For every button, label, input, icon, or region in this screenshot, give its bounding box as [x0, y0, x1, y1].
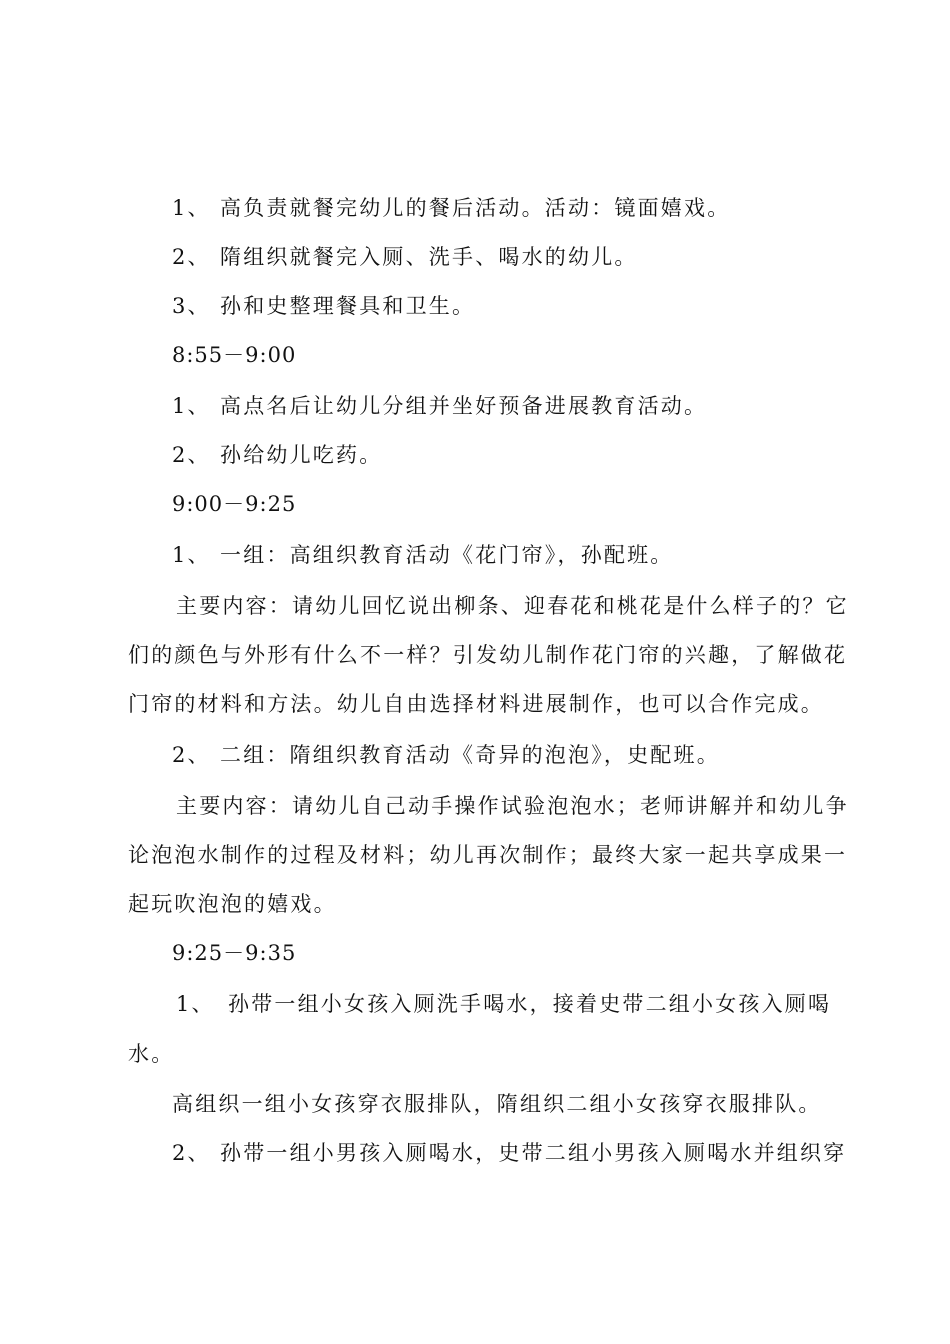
paragraph-9: 高组织一组小女孩穿衣服排队，隋组织二组小女孩穿衣服排队。 — [172, 1092, 822, 1116]
paragraph-6 — [172, 540, 674, 570]
paragraph-text: 孙带一组小女孩入厕洗手喝水，接着史带二组小女孩入厕喝 — [228, 992, 832, 1016]
time-heading-2: 9:00－9:25 — [172, 492, 297, 516]
content-2-line-1: 主要内容：请幼儿自己动手操作试验泡泡水；老师讲解并和幼儿争 — [176, 794, 849, 818]
paragraph-text: 孙给幼儿吃药。 — [220, 443, 383, 467]
content-2-line-3: 起玩吹泡泡的嬉戏。 — [128, 892, 337, 916]
list-number: 2、 — [172, 743, 211, 767]
list-number: 3、 — [172, 294, 211, 318]
list-number: 1、 — [172, 196, 211, 220]
paragraph-text: 二组：隋组织教育活动《奇异的泡泡》，史配班。 — [220, 743, 720, 767]
paragraph-1 — [172, 193, 730, 223]
paragraph-8-line-2: 水。 — [128, 1042, 175, 1066]
time-heading-1: 8:55－9:00 — [172, 343, 297, 367]
paragraph-4 — [172, 391, 707, 421]
paragraph-2 — [172, 242, 638, 272]
list-number: 2、 — [172, 1141, 211, 1165]
list-number: 1、 — [176, 992, 215, 1016]
paragraph-10 — [172, 1138, 846, 1168]
paragraph-text: 孙带一组小男孩入厕喝水，史带二组小男孩入厕喝水并组织穿 — [220, 1141, 847, 1165]
list-number: 1、 — [172, 394, 211, 418]
paragraph-text: 高负责就餐完幼儿的餐后活动。活动：镜面嬉戏。 — [220, 196, 731, 220]
time-heading-3: 9:25－9:35 — [172, 941, 297, 965]
content-1-line-2: 们的颜色与外形有什么不一样？引发幼儿制作花门帘的兴趣，了解做花 — [128, 643, 848, 667]
list-number: 1、 — [172, 543, 211, 567]
paragraph-text: 一组：高组织教育活动《花门帘》，孙配班。 — [220, 543, 674, 567]
content-1-line-3: 门帘的材料和方法。幼儿自由选择材料进展制作，也可以合作完成。 — [128, 692, 824, 716]
content-2-line-2: 论泡泡水制作的过程及材料；幼儿再次制作；最终大家一起共享成果一 — [128, 843, 848, 867]
paragraph-5 — [172, 440, 382, 470]
paragraph-3 — [172, 291, 475, 321]
paragraph-text: 隋组织就餐完入厕、洗手、喝水的幼儿。 — [220, 245, 638, 269]
list-number: 2、 — [172, 245, 211, 269]
paragraph-8 — [176, 989, 831, 1019]
list-number: 2、 — [172, 443, 211, 467]
content-1-line-1: 主要内容：请幼儿回忆说出柳条、迎春花和桃花是什么样子的？它 — [176, 594, 849, 618]
paragraph-7 — [172, 740, 720, 770]
paragraph-text: 高点名后让幼儿分组并坐好预备进展教育活动。 — [220, 394, 708, 418]
paragraph-text: 孙和史整理餐具和卫生。 — [220, 294, 476, 318]
